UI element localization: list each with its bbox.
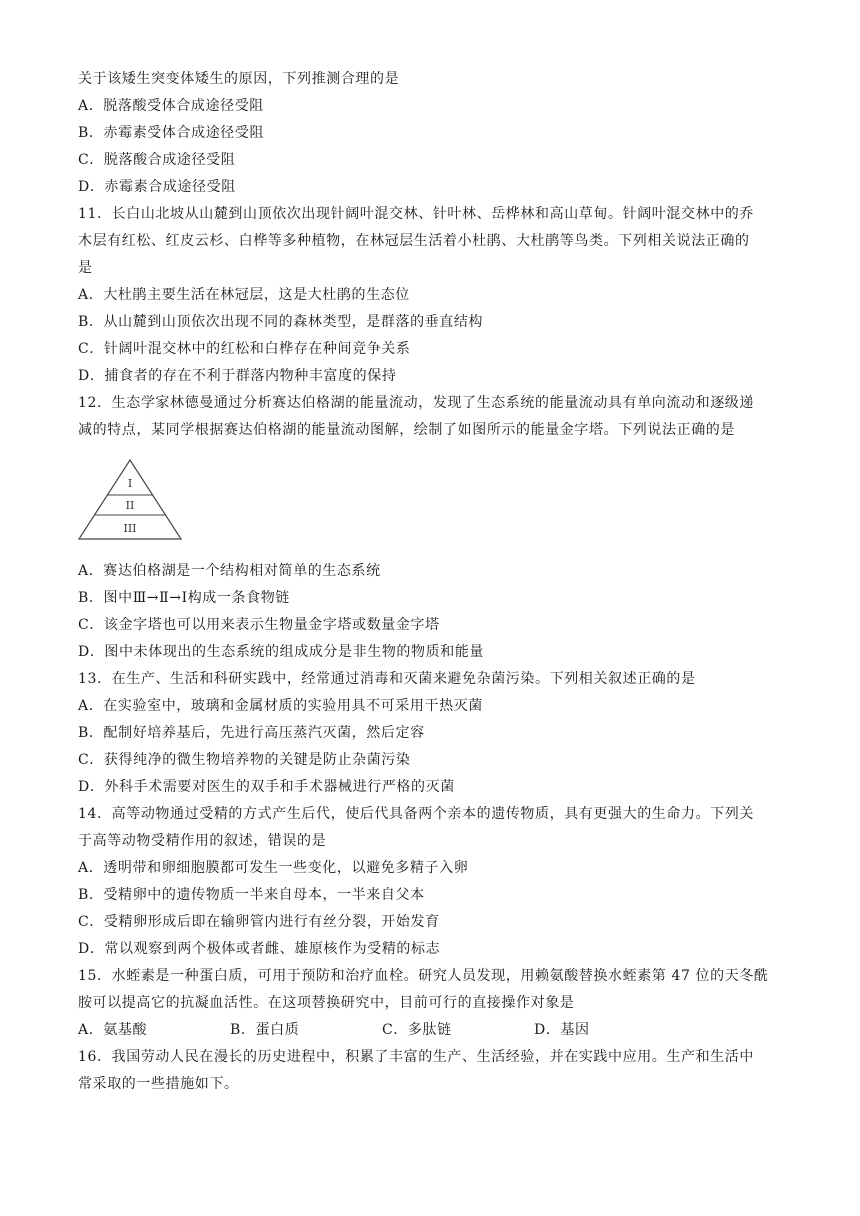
q12-option-c: C．该金字塔也可以用来表示生物量金字塔或数量金字塔 — [78, 617, 440, 633]
q11-option-c: C．针阔叶混交林中的红松和白桦存在种间竞争关系 — [78, 341, 411, 357]
q12-option-b: B．图中Ⅲ→Ⅱ→Ⅰ构成一条食物链 — [78, 590, 290, 606]
q13-stem: 13．在生产、生活和科研实践中，经常通过消毒和灭菌来避免杂菌污染。下列相关叙述正确的是 — [78, 671, 696, 687]
q10-option-d: D．赤霉素合成途径受阻 — [78, 179, 236, 195]
q10-option-c: C．脱落酸合成途径受阻 — [78, 152, 236, 168]
q10-stem-tail: 关于该矮生突变体矮生的原因，下列推测合理的是 — [78, 71, 400, 87]
q11-option-d: D．捕食者的存在不利于群落内物种丰富度的保持 — [78, 368, 397, 384]
q15-option-c: C．多肽链 — [382, 1022, 452, 1038]
q12-stem-line-2: 减的特点，某同学根据赛达伯格湖的能量流动图解，绘制了如图所示的能量金字塔。下列说法正确的是 — [78, 422, 735, 438]
q16-stem-line-2: 常采取的一些措施如下。 — [78, 1076, 239, 1092]
q10-option-b: B．赤霉素受体合成途径受阻 — [78, 125, 265, 141]
q14-stem-line-2: 于高等动物受精作用的叙述，错误的是 — [78, 833, 327, 849]
q13-option-d: D．外科手术需要对医生的双手和手术器械进行严格的灭菌 — [78, 779, 455, 795]
pyramid-level-ii: II — [125, 499, 135, 512]
q12-option-a: A．赛达伯格湖是一个结构相对简单的生态系统 — [78, 563, 381, 579]
q15-option-b: B．蛋白质 — [230, 1022, 300, 1038]
q13-option-a: A．在实验室中，玻璃和金属材质的实验用具不可采用干热灭菌 — [78, 698, 483, 714]
q13-option-b: B．配制好培养基后，先进行高压蒸汽灭菌，然后定容 — [78, 725, 425, 741]
q11-option-a: A．大杜鹃主要生活在林冠层，这是大杜鹃的生态位 — [78, 287, 410, 303]
q15-options-row — [78, 1017, 790, 1043]
q15-option-a: A．氨基酸 — [78, 1022, 148, 1038]
q13-option-c: C．获得纯净的微生物培养物的关键是防止杂菌污染 — [78, 752, 411, 768]
pyramid-level-iii: III — [123, 522, 137, 535]
q16-stem-line-1: 16．我国劳动人民在漫长的历史进程中，积累了丰富的生产、生活经验，并在实践中应用。生产和生活中 — [78, 1049, 755, 1065]
q14-option-c: C．受精卵形成后即在输卵管内进行有丝分裂，开始发育 — [78, 914, 440, 930]
q14-option-d: D．常以观察到两个极体或者雌、雄原核作为受精的标志 — [78, 941, 441, 957]
q14-stem-line-1: 14．高等动物通过受精的方式产生后代，使后代具备两个亲本的遗传物质，具有更强大的生命力。下列关 — [78, 806, 755, 822]
energy-pyramid-figure — [76, 458, 184, 542]
pyramid-level-i: I — [127, 477, 133, 490]
q11-option-b: B．从山麓到山顶依次出现不同的森林类型，是群落的垂直结构 — [78, 314, 484, 330]
q11-stem-line-2: 木层有红松、红皮云杉、白桦等多种植物，在林冠层生活着小杜鹃、大杜鹃等鸟类。下列相关说法正确的 — [78, 233, 750, 249]
q14-option-a: A．透明带和卵细胞膜都可发生一些变化，以避免多精子入卵 — [78, 860, 469, 876]
q10-option-a: A．脱落酸受体合成途径受阻 — [78, 98, 264, 114]
q12-option-d: D．图中未体现出的生态系统的组成成分是非生物的物质和能量 — [78, 644, 485, 660]
q11-stem-line-3: 是 — [78, 260, 93, 276]
q15-option-d: D．基因 — [534, 1022, 590, 1038]
q15-stem-line-1: 15．水蛭素是一种蛋白质，可用于预防和治疗血栓。研究人员发现，用赖氨酸替换水蛭素第 47 位的天冬酰 — [78, 968, 769, 984]
q11-stem-line-1: 11．长白山北坡从山麓到山顶依次出现针阔叶混交林、针叶林、岳桦林和高山草甸。针阔叶混交林中的乔 — [78, 206, 755, 222]
q12-stem-line-1: 12．生态学家林德曼通过分析赛达伯格湖的能量流动，发现了生态系统的能量流动具有单向流动和逐级递 — [78, 395, 755, 411]
q14-option-b: B．受精卵中的遗传物质一半来自母本，一半来自父本 — [78, 887, 425, 903]
q15-stem-line-2: 胺可以提高它的抗凝血活性。在这项替换研究中，目前可行的直接操作对象是 — [78, 995, 575, 1011]
